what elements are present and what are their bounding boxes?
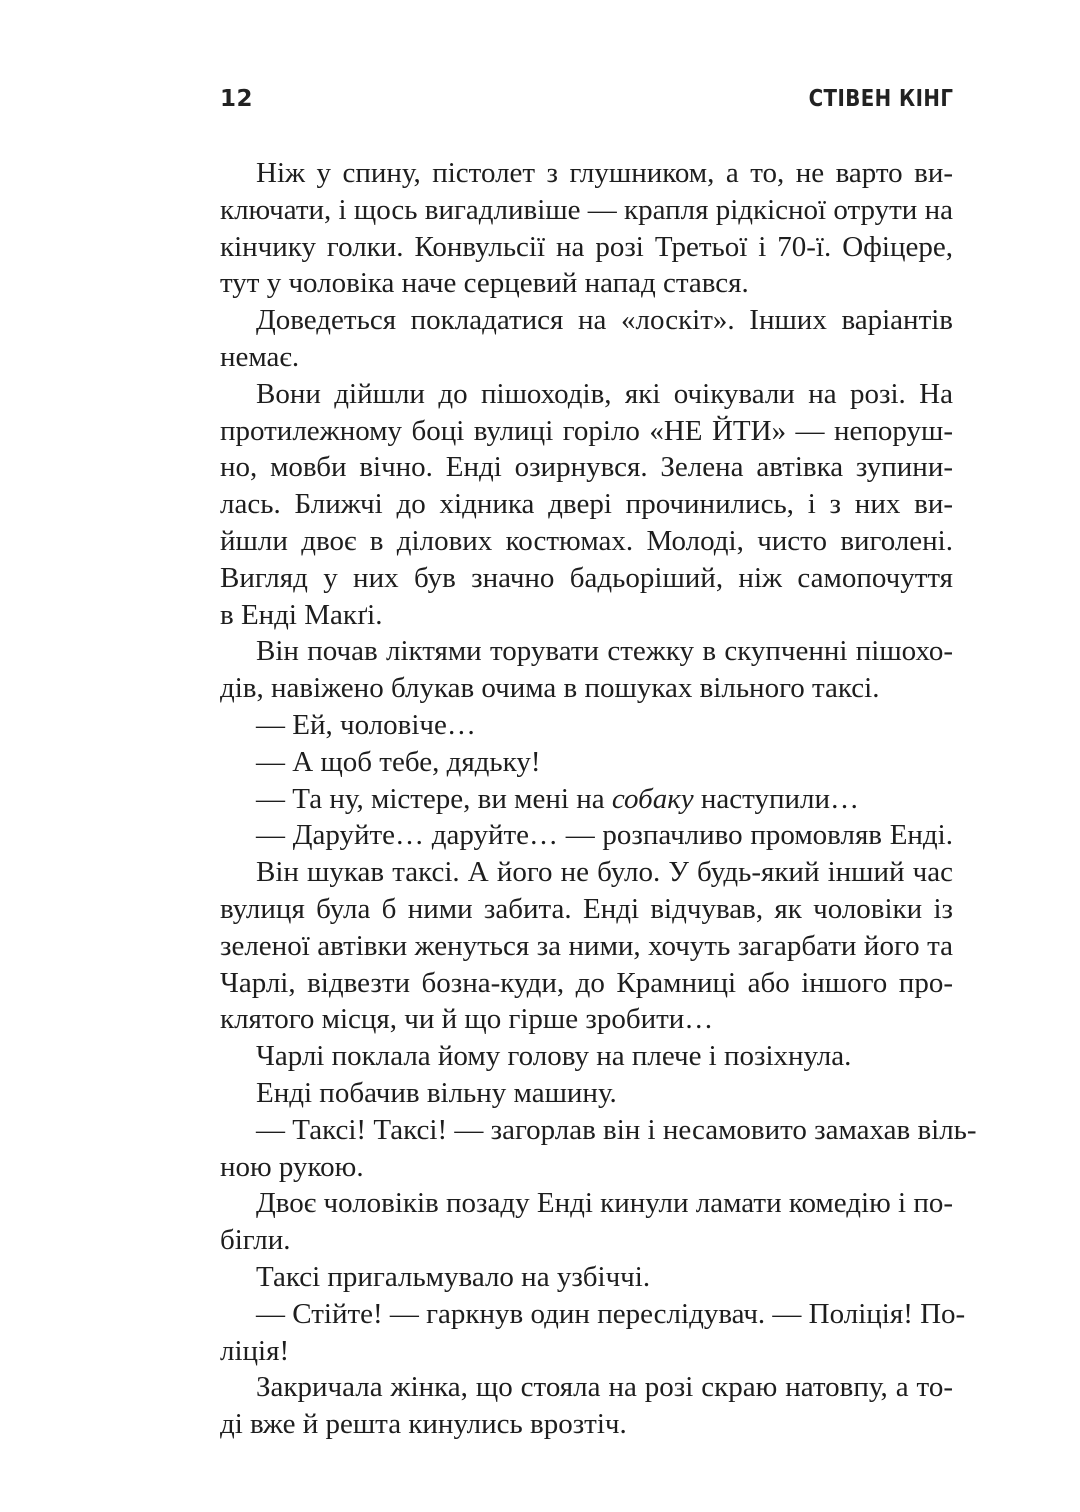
text-line: ною рукою. — [220, 1150, 364, 1183]
text-line: но, мовби вічно. Енді озирнувся. Зелена автівка зупини- — [220, 451, 953, 484]
text-line: ліція! — [220, 1334, 290, 1367]
text-line — [220, 781, 953, 818]
text-line: ді вже й решта кинулись врозтіч. — [220, 1408, 627, 1441]
text-line: — Стійте! — гаркнув один переслідувач. — Поліція! По- — [256, 1297, 966, 1330]
italic-emphasis: собаку — [611, 782, 694, 815]
text-line: — Ей, чоловіче… — [256, 708, 476, 741]
text-line: — Даруйте… даруйте… — розпачливо промовляв Енді. — [256, 819, 953, 852]
text-line: кінчику голки. Конвульсії на розі Третьої і 70-ї. Офіцере, — [220, 230, 953, 263]
body-text — [220, 155, 977, 1443]
text-line: Енді побачив вільну машину. — [256, 1076, 617, 1109]
text-line: бігли. — [220, 1224, 291, 1257]
text-line: Чарлі, відвезти бозна-куди, до Крамниці або іншого про- — [220, 966, 953, 999]
text-line: дів, навіжено блукав очима в пошуках вільного таксі. — [220, 672, 880, 705]
text-line: зеленої автівки женуться за ними, хочуть загарбати його та — [220, 929, 953, 962]
text-line: Він шукав таксі. А його не було. У будь-який інший час — [256, 856, 953, 889]
text-line: протилежному боці вулиці горіло «НЕ ЙТИ» — непоруш- — [220, 414, 953, 447]
text-line: лась. Ближчі до хідника двері прочинились, і з них ви- — [220, 488, 953, 521]
text-line: вулиця була б ними забита. Енді відчував, як чоловіки із — [220, 892, 953, 925]
text-line: в Енді Макґі. — [220, 598, 383, 631]
page-number: 12 — [220, 86, 254, 112]
running-head-author: СТІВЕН КІНГ — [808, 86, 953, 112]
text-line: клятого місця, чи й що гірше зробити… — [220, 1003, 714, 1036]
text-line: немає. — [220, 340, 300, 373]
text-line: Він почав ліктями торувати стежку в скупченні пішохо- — [256, 635, 953, 668]
text-line: Вони дійшли до пішоходів, які очікували на розі. На — [256, 377, 953, 410]
text-line: Чарлі поклала йому голову на плече і позіхнула. — [256, 1040, 852, 1073]
text-run: — Та ну, містере, ви мені на — [256, 782, 612, 815]
text-line: тут у чоловіка наче серцевий напад стався. — [220, 267, 749, 300]
text-run: наступили… — [693, 782, 859, 815]
text-line: йшли двоє в ділових костюмах. Молоді, чисто виголені. — [220, 524, 953, 557]
text-line: — А щоб тебе, дядьку! — [256, 745, 541, 778]
text-line: ключати, і щось вигадливіше — крапля рідкісної отрути на — [220, 193, 953, 226]
text-line: Доведеться покладатися на «лоскіт». Інших варіантів — [256, 304, 953, 337]
text-line: — Таксі! Таксі! — загорлав він і несамовито замахав віль- — [256, 1113, 977, 1146]
text-line: Вигляд у них був значно бадьоріший, ніж самопочуття — [220, 561, 953, 594]
text-line: Двоє чоловіків позаду Енді кинули ламати комедію і по- — [256, 1187, 953, 1220]
text-line: Таксі пригальмувало на узбіччі. — [256, 1260, 651, 1293]
text-line: Закричала жінка, що стояла на розі скраю натовпу, а то- — [256, 1371, 953, 1404]
running-head — [220, 86, 953, 122]
text-line: Ніж у спину, пістолет з глушником, а то, не варто ви- — [256, 157, 953, 189]
